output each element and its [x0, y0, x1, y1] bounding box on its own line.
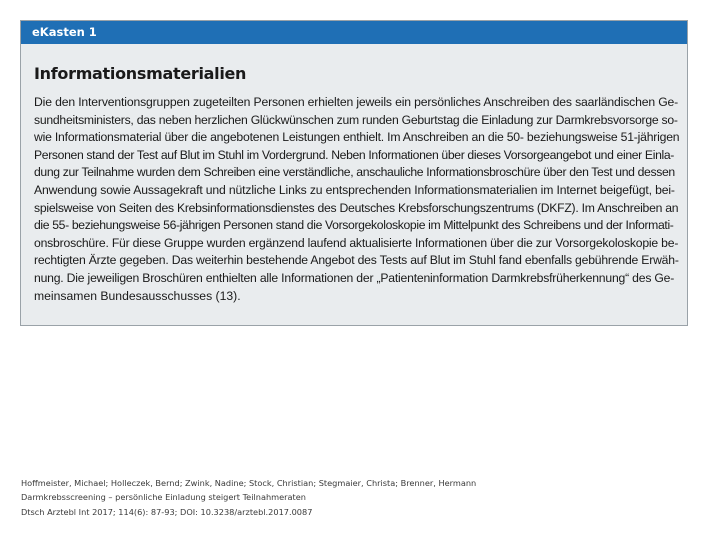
box-body-text [34, 94, 679, 305]
citation-title: Darmkrebsscreening – persönliche Einladung steigert Teilnahmeraten [21, 492, 306, 503]
body-line: dung zur Teilnahme wurden dem Schreiben eine verständliche, anschauliche Informationsbroschüre über den Test und dessen [34, 165, 675, 180]
body-line: Die den Interventionsgruppen zugeteilten Personen erhielten jeweils ein persönliches Anschreiben des saarländischen Ge- [34, 95, 679, 109]
body-line: Anwendung sowie Aussagekraft und nützliche Links zu entsprechenden Informationsmaterialien im Internet beigefügt, bei- [34, 182, 675, 197]
citation-source: Dtsch Arztebl Int 2017; 114(6): 87-93; DOI: 10.3238/arztebl.2017.0087 [21, 506, 313, 517]
citation [21, 476, 476, 519]
info-box [20, 20, 688, 326]
body-line: nung. Die jeweiligen Broschüren enthielten alle Informationen der „Patienteninformation Darmkrebsfrüherkennung“ des Ge- [34, 270, 675, 285]
body-line: rechtigten Ärzte gegeben. Das weiterhin bestehende Angebot des Tests auf Blut im Stuhl fand ebenfalls gebührende Erwäh- [34, 253, 679, 268]
box-label: eKasten 1 [21, 21, 687, 44]
body-line: die 55- beziehungsweise 56-jährigen Personen stand die Vorsorgekoloskopie im Mittelpunkt des Schreibens und der Informati- [34, 218, 674, 233]
body-line: onsbroschüre. Für diese Gruppe wurden ergänzend laufend aktualisierte Informationen über die zur Vorsorgekoloskopie be- [34, 235, 679, 250]
body-line: Personen stand der Test auf Blut im Stuhl im Vordergrund. Neben Informationen über dieses Vorsorgeangebot und einer Einla- [34, 147, 674, 162]
body-line: wie Informationsmaterial über die angebotenen Leistungen enthielt. Im Anschreiben an die 50- beziehungsweise 51-jährigen [34, 130, 680, 145]
body-line: meinsamen Bundesausschusses (13). [34, 288, 241, 303]
body-line: sundheitsministers, das neben herzlichen Glückwünschen zum runden Geburtstag die Einladung zur Darmkrebsvorsorge so- [34, 112, 678, 127]
citation-authors: Hoffmeister, Michael; Holleczek, Bernd; Zwink, Nadine; Stock, Christian; Stegmaier, Christa; Brenner, Hermann [21, 478, 477, 488]
body-line: spielsweise von Seiten des Krebsinformationsdienstes des Deutsches Krebsforschungszentrums (DKFZ). Im Anschreiben an [34, 200, 679, 215]
box-title: Informationsmaterialien [34, 64, 247, 83]
